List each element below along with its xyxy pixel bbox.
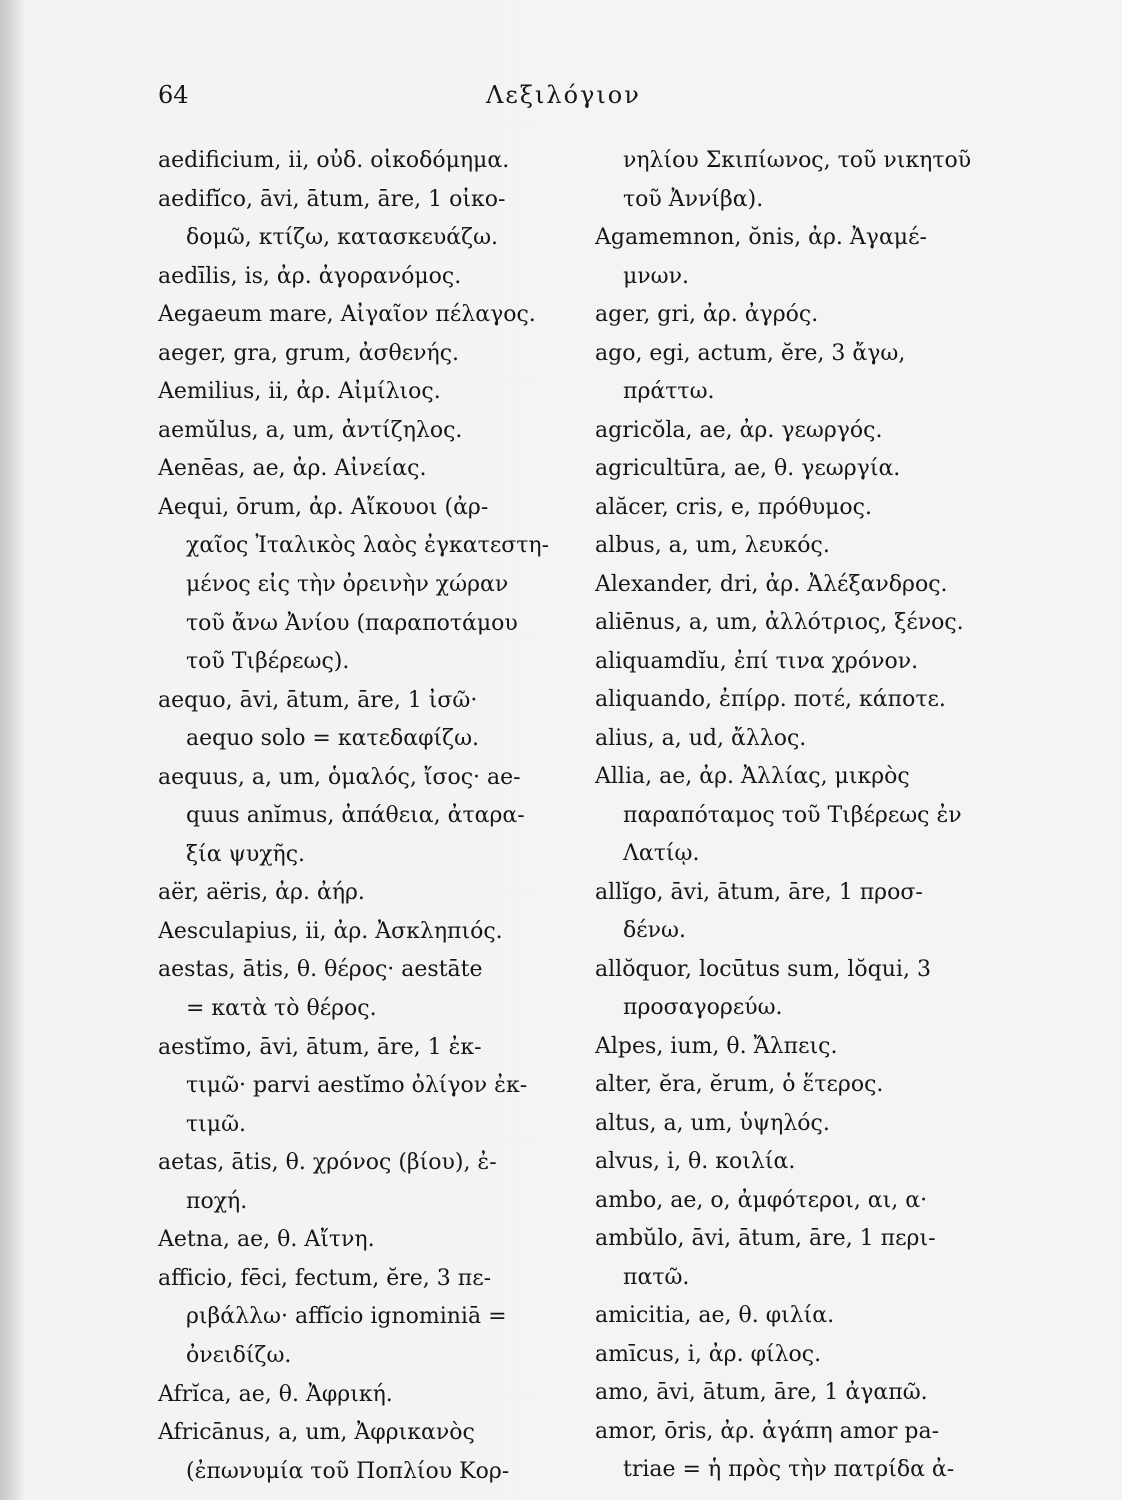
glossary-continuation-line: (ἐπωνυμία τοῦ Ποπλίου Κορ- [186, 1458, 510, 1484]
glossary-entry-line: Afrĭca, ae, θ. Ἀφρική. [158, 1381, 393, 1407]
glossary-continuation-line: τιμῶ. [186, 1111, 247, 1137]
glossary-continuation-line: δομῶ, κτίζω, κατασκευάζω. [186, 225, 498, 251]
glossary-entry-line: aestĭmo, āvi, ātum, āre, 1 ἐκ- [158, 1034, 482, 1060]
glossary-entry-line: ambo, ae, o, ἀμφότεροι, αι, α· [595, 1187, 928, 1213]
glossary-entry-line: aestas, ātis, θ. θέρος· aestāte [158, 957, 483, 983]
glossary-continuation-line: δένω. [623, 918, 686, 943]
glossary-continuation-line: ριβάλλω· affĭcio ignominiā = [186, 1304, 507, 1330]
glossary-entry-line: aequus, a, um, ὁμαλός, ἴσος· ae- [158, 764, 521, 790]
glossary-entry-line: amicitia, ae, θ. φιλία. [595, 1303, 835, 1328]
glossary-entry-line: alius, a, ud, ἄλλος. [595, 725, 807, 751]
glossary-entry-line: Allia, ae, ἀρ. Ἀλλίας, μικρὸς [595, 764, 910, 789]
glossary-entry-line: amīcus, i, ἀρ. φίλος. [595, 1341, 822, 1367]
glossary-entry-line: altus, a, um, ὑψηλός. [595, 1110, 830, 1136]
glossary-entry-line: Aesculapius, ii, ἀρ. Ἀσκληπιός. [158, 918, 503, 944]
glossary-entry-line: aedificium, ii, οὐδ. οἰκοδόμημα. [158, 148, 510, 173]
glossary-continuation-line: χαῖος Ἰταλικὸς λαὸς ἐγκατεστη- [186, 533, 550, 559]
glossary-continuation-line: τοῦ ἄνω Ἀνίου (παραποτάμου [186, 610, 518, 636]
glossary-entry-line: aliquamdĭu, ἐπί τινα χρόνον. [595, 648, 919, 674]
glossary-entry-line: Aequi, ōrum, ἀρ. Αἴκουοι (ἀρ- [158, 494, 489, 520]
glossary-continuation-line: triae = ἡ πρὸς τὴν πατρίδα ἀ- [623, 1457, 955, 1482]
running-title: Λεξιλόγιον [486, 81, 641, 109]
page-number: 64 [158, 81, 189, 109]
glossary-continuation-line: Λατίῳ. [623, 841, 700, 866]
glossary-entry-line: alter, ĕra, ĕrum, ὁ ἕτερος. [595, 1072, 884, 1097]
glossary-entry-line: aequo, āvi, ātum, āre, 1 ἰσῶ· [158, 687, 478, 713]
glossary-entry-line: Africānus, a, um, Ἀφρικανὸς [158, 1420, 475, 1446]
glossary-entry-line: Alexander, dri, ἀρ. Ἀλέξανδρος. [595, 571, 948, 597]
glossary-entry-line: ago, egi, actum, ĕre, 3 ἄγω, [595, 340, 906, 366]
glossary-continuation-line: παραπόταμος τοῦ Τιβέρεως ἐν [623, 802, 962, 828]
glossary-entry-line: aeger, gra, grum, ἀσθενής. [158, 340, 460, 366]
glossary-entry-line: Aemilius, ii, ἀρ. Αἰμίλιος. [158, 379, 441, 405]
glossary-entry-line: aedīlis, is, ἀρ. ἀγορανόμος. [158, 263, 462, 289]
page-header [158, 79, 1018, 119]
page-gutter-shadow [0, 0, 24, 1500]
glossary-entry-line: ambŭlo, āvi, ātum, āre, 1 περι- [595, 1226, 936, 1251]
glossary-continuation-line: ὀνειδίζω. [186, 1342, 292, 1368]
glossary-continuation-line: προσαγορεύω. [623, 995, 783, 1020]
glossary-entry-line: aedifĭco, āvi, ātum, āre, 1 οἰκο- [158, 186, 506, 212]
glossary-entry-line: agricultūra, ae, θ. γεωργία. [595, 456, 901, 481]
glossary-continuation-line: ξία ψυχῆς. [186, 841, 306, 867]
glossary-continuation-line: aequo solo = κατεδαφίζω. [186, 726, 480, 752]
glossary-entry-line: Aetna, ae, θ. Αἴτνη. [158, 1227, 375, 1253]
glossary-continuation-line: νηλίου Σκιπίωνος, τοῦ νικητοῦ [623, 148, 972, 173]
glossary-entry-line: allĭgo, āvi, ātum, āre, 1 προσ- [595, 879, 923, 905]
glossary-entry-line: aliquando, ἐπίρρ. ποτέ, κάποτε. [595, 687, 946, 712]
glossary-entry-line: Alpes, ium, θ. Ἄλπεις. [595, 1033, 838, 1059]
glossary-entry-line: alăcer, cris, e, πρόθυμος. [595, 494, 872, 520]
glossary-continuation-line: quus anĭmus, ἀπάθεια, ἀταρα- [186, 803, 525, 829]
glossary-continuation-line: μνων. [623, 263, 689, 289]
glossary-continuation-line: = κατὰ τὸ θέρος. [186, 996, 377, 1022]
glossary-entry-line: afficio, fēci, fectum, ĕre, 3 πε- [158, 1265, 492, 1291]
glossary-continuation-line: τιμῶ· parvi aestĭmo ὀλίγον ἐκ- [186, 1073, 528, 1099]
glossary-entry-line: agricŏla, ae, ἀρ. γεωργός. [595, 417, 883, 443]
left-glossary-column [158, 142, 563, 1491]
glossary-entry-line: Agamemnon, ŏnis, ἀρ. Ἀγαμέ- [595, 225, 927, 250]
glossary-entry-line: Aenēas, ae, ἀρ. Αἰνείας. [158, 456, 427, 482]
glossary-continuation-line: ποχή. [186, 1188, 248, 1214]
glossary-entry-line: albus, a, um, λευκός. [595, 533, 830, 558]
glossary-continuation-line: τοῦ Ἀννίβα). [623, 186, 764, 212]
glossary-entry-line: allŏquor, locūtus sum, lŏqui, 3 [595, 956, 931, 982]
glossary-continuation-line: πράττω. [623, 379, 715, 404]
glossary-entry-line: Aegaeum mare, Αἰγαῖον πέλαγος. [158, 302, 536, 328]
glossary-entry-line: aër, aëris, ἀρ. ἀήρ. [158, 880, 365, 906]
glossary-continuation-line: τοῦ Τιβέρεως). [186, 649, 350, 675]
glossary-entry-line: aetas, ātis, θ. χρόνος (βίου), ἐ- [158, 1150, 497, 1176]
glossary-entry-line: amor, ōris, ἀρ. ἀγάπη amor pa- [595, 1418, 940, 1444]
glossary-entry-line: aliēnus, a, um, ἀλλότριος, ξένος. [595, 610, 964, 635]
glossary-entry-line: aemŭlus, a, um, ἀντίζηλος. [158, 417, 463, 443]
glossary-entry-line: amo, āvi, ātum, āre, 1 ἀγαπῶ. [595, 1380, 928, 1405]
glossary-continuation-line: μένος εἰς τὴν ὀρεινὴν χώραν [186, 572, 509, 598]
right-glossary-column [595, 142, 1000, 1490]
glossary-entry-line: ager, gri, ἀρ. ἀγρός. [595, 302, 819, 327]
glossary-continuation-line: πατῶ. [623, 1264, 690, 1290]
glossary-entry-line: alvus, i, θ. κοιλία. [595, 1149, 796, 1174]
